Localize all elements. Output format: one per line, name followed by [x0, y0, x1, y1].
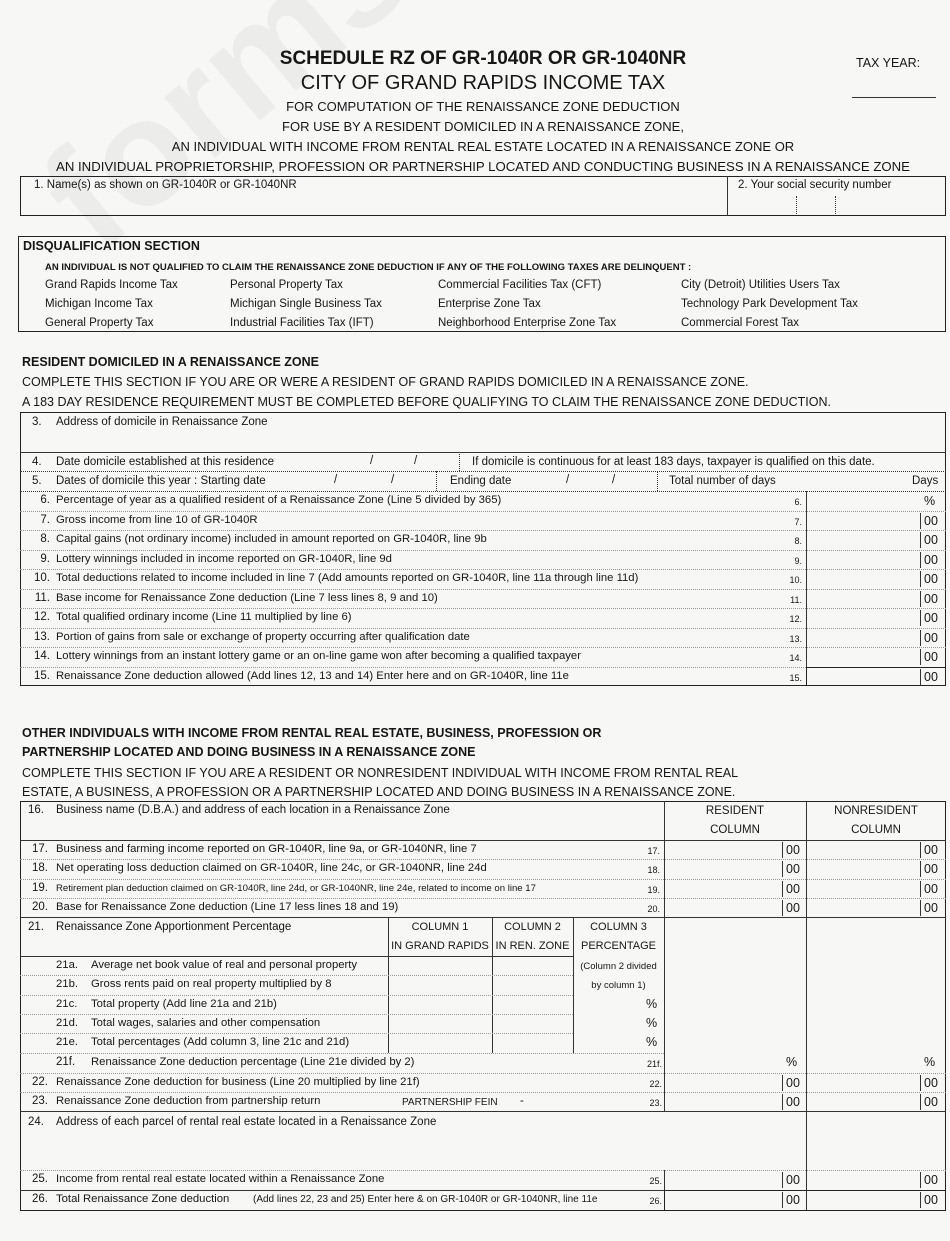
line-number: 19.: [32, 881, 48, 894]
date-slash: /: [612, 474, 616, 486]
cents-divider: [920, 842, 921, 858]
line-label: Base for Renaissance Zone deduction (Line 17 less lines 18 and 19): [56, 900, 399, 913]
nonresident-column-header: NONRESIDENT: [834, 805, 918, 817]
amount-cents: 00: [924, 533, 938, 547]
amount-cents: 00: [924, 572, 938, 586]
col2-header: COLUMN 2: [504, 921, 561, 933]
column-2-input[interactable]: [494, 995, 571, 1014]
column-2-input[interactable]: [494, 956, 571, 975]
row-divider: [20, 995, 573, 996]
resident-instruction-2: A 183 DAY RESIDENCE REQUIREMENT MUST BE COMPLETED BEFORE QUALIFYING TO CLAIM THE RENAISSANCE ZONE DEDUCTION.: [22, 395, 831, 409]
line-3-number: 3.: [32, 416, 42, 428]
resident-amount-input[interactable]: [666, 898, 778, 917]
nonresident-cents: 00: [924, 1173, 938, 1187]
line-number: 11.: [34, 591, 50, 604]
column-3-input[interactable]: [575, 995, 645, 1014]
percent-sign: %: [646, 1015, 658, 1030]
nonresident-amount-input[interactable]: [808, 1170, 918, 1189]
disq-tax: Commercial Facilities Tax (CFT): [438, 279, 602, 291]
date-slash: /: [334, 474, 338, 486]
cents-divider: [920, 532, 921, 548]
nonresident-amount-input[interactable]: [808, 879, 918, 898]
date-slash: /: [370, 455, 374, 467]
resident-column-header: RESIDENT: [705, 805, 765, 817]
cents-divider: [782, 842, 783, 858]
line-number: 15.: [34, 669, 50, 682]
line-label-note: (Add lines 22, 23 and 25) Enter here & on GR-1040R or GR-1040NR, line 11e: [253, 1194, 598, 1205]
cents-divider: [920, 1075, 921, 1091]
partnership-fein-input[interactable]: [512, 1093, 632, 1111]
date-slash: /: [566, 474, 570, 486]
disq-tax: Personal Property Tax: [230, 279, 343, 291]
line-number: 21f.: [56, 1056, 76, 1068]
disq-tax: Industrial Facilities Tax (IFT): [230, 317, 374, 329]
line-label: Renaissance Zone deduction for business (Line 20 multiplied by line 21f): [56, 1075, 420, 1088]
nonresident-percent: %: [924, 1055, 936, 1069]
subline-label: Total percentages (Add column 3, line 21c and 21d): [91, 1036, 350, 1049]
line-ref: 14.: [789, 653, 802, 663]
cents-divider: [920, 649, 921, 665]
line-ref: 11.: [790, 594, 802, 605]
column-1-input[interactable]: [390, 995, 490, 1014]
amount-cents: 00: [924, 513, 938, 528]
disq-tax: Michigan Single Business Tax: [230, 298, 382, 310]
subline-number: 21e.: [56, 1036, 78, 1049]
resident-amount-input[interactable]: [666, 1073, 778, 1092]
percent-sign: %: [646, 996, 658, 1011]
line-label: Retirement plan deduction claimed on GR-1040R, line 24d, or GR-1040NR, line 24e, related to income on line 17: [56, 882, 536, 894]
row-divider: [20, 1053, 664, 1054]
nonresident-col-left: [806, 801, 807, 1211]
disq-tax: City (Detroit) Utilities Users Tax: [681, 279, 840, 291]
nonresident-cents: 00: [924, 862, 938, 877]
nonresident-amount-input[interactable]: [808, 1073, 918, 1092]
amount-input[interactable]: [808, 569, 918, 588]
amount-cents: 00: [924, 552, 938, 567]
line-ref: 23.: [649, 1098, 662, 1108]
col3-right-border: [664, 917, 665, 1053]
line-number: 25.: [32, 1173, 48, 1185]
resident-percent: %: [786, 1055, 798, 1069]
nonresident-amount-input[interactable]: [808, 840, 918, 859]
line-ref: 12.: [789, 614, 802, 624]
nonresident-cents: 00: [924, 900, 938, 915]
line-number: 12.: [34, 611, 50, 623]
column-2-input[interactable]: [494, 1033, 571, 1052]
ssn-label: 2. Your social security number: [738, 179, 892, 191]
line-ref: 7.: [794, 516, 802, 527]
amount-cents: 00: [924, 591, 938, 606]
subline-number: 21c.: [56, 997, 78, 1010]
line-5-label: Dates of domicile this year : Starting date: [56, 475, 266, 487]
column-3-input[interactable]: [575, 1033, 645, 1052]
header-line-4: AN INDIVIDUAL PROPRIETORSHIP, PROFESSION OR PARTNERSHIP LOCATED AND CONDUCTING BUSINESS IN A RENAISSANCE ZONE: [56, 159, 910, 174]
column-2-input[interactable]: [494, 1014, 571, 1033]
line-21-label: Renaissance Zone Apportionment Percentage: [56, 921, 292, 933]
line-ref: 10.: [789, 575, 802, 585]
col2-header: IN REN. ZONE: [495, 940, 570, 952]
col3-note: (Column 2 divided: [580, 961, 657, 972]
line-4-number: 4.: [32, 456, 42, 468]
line-ref: 20.: [647, 903, 660, 914]
line-number: 13.: [34, 630, 50, 643]
nonresident-cents: 00: [924, 881, 938, 896]
total-days-input[interactable]: [806, 473, 906, 491]
line-label: Capital gains (not ordinary income) included in amount reported on GR-1040R, line 9b: [56, 533, 487, 545]
disq-tax: Michigan Income Tax: [45, 298, 153, 310]
column-1-input[interactable]: [390, 975, 490, 994]
business-name-input[interactable]: [22, 818, 662, 838]
resident-cents: 00: [786, 881, 800, 896]
line-label: Lottery winnings from an instant lottery game or an on-line game won after becoming a qualified taxpayer: [56, 650, 581, 662]
line-number: 14.: [34, 650, 50, 662]
cents-divider: [920, 1172, 921, 1188]
line-label: Net operating loss deduction claimed on GR-1040R, line 24c, or GR-1040NR, line 24d: [56, 862, 487, 875]
line-label: Total deductions related to income included in line 7 (Add amounts reported on GR-1040R, line 11a through line 11d): [56, 572, 639, 584]
nonresident-column-header: COLUMN: [851, 824, 901, 836]
nonresident-cents: 00: [924, 843, 938, 857]
subline-number: 21b.: [56, 978, 78, 991]
other-section-title-2: PARTNERSHIP LOCATED AND DOING BUSINESS IN A RENAISSANCE ZONE: [22, 745, 476, 759]
resident-cents: 00: [786, 1193, 800, 1207]
line-ref: 25.: [649, 1176, 662, 1186]
fein-dash: -: [520, 1095, 524, 1107]
resident-amount-input[interactable]: [666, 840, 778, 859]
col1-header: COLUMN 1: [411, 921, 469, 933]
disq-tax: Neighborhood Enterprise Zone Tax: [438, 317, 617, 329]
cents-divider: [920, 900, 921, 916]
resident-amount-input[interactable]: [666, 1170, 778, 1189]
total-days-label: Total number of days: [669, 475, 776, 487]
line-label: Total Renaissance Zone deduction: [56, 1193, 230, 1205]
row-divider: [20, 1092, 946, 1093]
col3-note: by column 1): [591, 980, 646, 991]
line-ref: 26.: [649, 1196, 662, 1206]
amount-input[interactable]: [808, 589, 918, 608]
divider: [459, 452, 460, 471]
cents-divider: [920, 610, 921, 626]
line-ref: 22.: [649, 1078, 662, 1089]
ending-date-input[interactable]: [520, 473, 650, 491]
divider: [20, 956, 573, 957]
line-ref: 13.: [789, 633, 802, 644]
resident-cents: 00: [786, 843, 800, 857]
header-line-2: FOR USE BY A RESIDENT DOMICILED IN A RENAISSANCE ZONE,: [282, 119, 684, 134]
line-ref: 18.: [647, 865, 660, 876]
resident-amount-input[interactable]: [666, 1053, 778, 1072]
nonresident-amount-input[interactable]: [808, 859, 918, 878]
line-number: 22.: [32, 1075, 48, 1088]
other-section-title-1: OTHER INDIVIDUALS WITH INCOME FROM RENTAL REAL ESTATE, BUSINESS, PROFESSION OR: [22, 726, 602, 740]
divider: [436, 471, 437, 491]
cents-divider: [920, 591, 921, 607]
cents-divider: [782, 881, 783, 897]
name-label: 1. Name(s) as shown on GR-1040R or GR-1040NR: [34, 179, 297, 191]
subline-label: Total wages, salaries and other compensation: [91, 1016, 321, 1029]
amount-cents: %: [924, 494, 936, 508]
domicile-established-date-input[interactable]: [330, 454, 450, 472]
line-16-label: Business name (D.B.A.) and address of each location in a Renaissance Zone: [56, 804, 450, 816]
col3-header: COLUMN 3: [590, 921, 647, 933]
form-subtitle: CITY OF GRAND RAPIDS INCOME TAX: [300, 72, 666, 94]
ssn-sep-1: [796, 196, 797, 214]
line-15-total-box: [806, 667, 946, 687]
amount-input[interactable]: [808, 491, 918, 510]
nonresident-cents: 00: [924, 1075, 938, 1090]
divider: [20, 917, 946, 918]
cents-divider: [920, 571, 921, 587]
column-1-input[interactable]: [390, 956, 490, 975]
domicile-address-input[interactable]: [22, 430, 942, 450]
line-number: 8.: [40, 533, 50, 545]
line-ref: 17.: [647, 846, 660, 856]
disq-tax: Technology Park Development Tax: [681, 298, 858, 310]
date-slash: /: [414, 455, 418, 467]
amount-input[interactable]: [808, 550, 918, 569]
other-instruction-1: COMPLETE THIS SECTION IF YOU ARE A RESIDENT OR NONRESIDENT INDIVIDUAL WITH INCOME FROM RENTAL REAL: [22, 766, 739, 780]
disq-tax: Enterprise Zone Tax: [438, 298, 541, 310]
cents-divider: [920, 1094, 921, 1110]
line-label: Gross income from line 10 of GR-1040R: [56, 513, 258, 526]
subline-number: 21a.: [56, 959, 78, 971]
line-21-number: 21.: [28, 921, 44, 933]
amount-input[interactable]: [808, 628, 918, 647]
resident-column-header: COLUMN: [710, 824, 760, 836]
resident-col-left: [664, 1053, 665, 1111]
column-3-input[interactable]: [575, 1014, 645, 1033]
line-label: Renaissance Zone deduction allowed (Add lines 12, 13 and 14) Enter here and on GR-1040R, line 11e: [56, 669, 569, 682]
cents-divider: [782, 1094, 783, 1110]
resident-cents: 00: [786, 862, 800, 877]
cents-divider: [782, 1075, 783, 1091]
rental-parcels-input[interactable]: [22, 1132, 802, 1168]
cents-divider: [782, 861, 783, 877]
line-label: Lottery winnings included in income reported on GR-1040R, line 9d: [56, 552, 392, 565]
line-label: Renaissance Zone deduction from partnership return: [56, 1095, 321, 1107]
line-24-number: 24.: [28, 1116, 44, 1128]
cents-divider: [920, 630, 921, 646]
partnership-fein-label: PARTNERSHIP FEIN: [402, 1097, 498, 1108]
line-number: 26.: [32, 1193, 48, 1205]
line-label: Total qualified ordinary income (Line 11 multiplied by line 6): [56, 611, 352, 623]
line-ref: 6.: [794, 497, 802, 507]
line-24-label: Address of each parcel of rental real estate located in a Renaissance Zone: [56, 1116, 437, 1128]
column-1-input[interactable]: [390, 1014, 490, 1033]
amount-cents: 00: [924, 611, 938, 625]
disq-tax: Grand Rapids Income Tax: [45, 279, 178, 291]
ending-date-label: Ending date: [450, 475, 512, 487]
line-label: Income from rental real estate located within a Renaissance Zone: [56, 1173, 385, 1185]
line-number: 23.: [32, 1095, 48, 1107]
cents-divider: [782, 1172, 783, 1188]
disq-notice: AN INDIVIDUAL IS NOT QUALIFIED TO CLAIM THE RENAISSANCE ZONE DEDUCTION IF ANY OF THE FOLLOWING TAXES ARE DELINQUENT :: [45, 262, 692, 273]
amount-cents: 00: [924, 630, 938, 645]
column-2-input[interactable]: [494, 975, 571, 994]
other-instruction-2: ESTATE, A BUSINESS, A PROFESSION OR A PARTNERSHIP LOCATED AND DOING BUSINESS IN A RENAISSANCE ZONE.: [22, 785, 736, 799]
resident-cents: 00: [786, 1095, 800, 1109]
line-ref: 9.: [794, 555, 802, 566]
resident-amount-input[interactable]: [666, 1092, 778, 1111]
date-slash: /: [391, 474, 395, 486]
header-line-3: AN INDIVIDUAL WITH INCOME FROM RENTAL REAL ESTATE LOCATED IN A RENAISSANCE ZONE OR: [171, 139, 795, 154]
subline-label: Average net book value of real and personal property: [91, 959, 358, 971]
subline-label: Gross rents paid on real property multiplied by 8: [91, 978, 332, 991]
divider: [20, 471, 946, 472]
row-divider: [20, 1033, 573, 1034]
line-3-label: Address of domicile in Renaissance Zone: [56, 416, 268, 428]
amount-input[interactable]: [808, 647, 918, 666]
resident-cents: 00: [786, 1075, 800, 1090]
row-divider: [20, 1073, 946, 1074]
resident-instruction-1: COMPLETE THIS SECTION IF YOU ARE OR WERE A RESIDENT OF GRAND RAPIDS DOMICILED IN A RENAISSANCE ZONE.: [22, 375, 749, 389]
percent-sign: %: [646, 1035, 658, 1050]
line-5-number: 5.: [32, 475, 42, 487]
amount-cents: 00: [924, 669, 938, 684]
row-divider: [20, 1014, 573, 1015]
column-1-input[interactable]: [390, 1033, 490, 1052]
line-number: 20.: [32, 900, 48, 913]
name-ssn-divider: [727, 176, 728, 216]
line-4-note: If domicile is continuous for at least 183 days, taxpayer is qualified on this date.: [472, 456, 875, 468]
resident-amount-input[interactable]: [666, 859, 778, 878]
nonresident-cents: 00: [924, 1095, 938, 1109]
cents-divider: [782, 900, 783, 916]
line-ref: 19.: [647, 884, 660, 895]
header-line-1: FOR COMPUTATION OF THE RENAISSANCE ZONE DEDUCTION: [286, 99, 680, 114]
disq-title: DISQUALIFICATION SECTION: [23, 239, 200, 253]
subline-label: Total property (Add line 21a and 21b): [91, 997, 277, 1010]
nonresident-amount-input[interactable]: [808, 1092, 918, 1111]
line-number: 7.: [40, 513, 50, 526]
nonresident-cents: 00: [924, 1193, 938, 1207]
resident-cents: 00: [786, 1173, 800, 1187]
disq-tax: Commercial Forest Tax: [681, 317, 800, 329]
line-label: Portion of gains from sale or exchange of property occurring after qualification date: [56, 630, 470, 643]
amount-input[interactable]: [808, 511, 918, 530]
name-input[interactable]: [22, 194, 722, 214]
line-number: 9.: [40, 552, 50, 565]
line-ref: 8.: [794, 536, 802, 546]
days-unit: Days: [912, 475, 939, 487]
tax-year-label: TAX YEAR:: [856, 56, 921, 70]
form-title: SCHEDULE RZ OF GR-1040R OR GR-1040NR: [279, 48, 687, 69]
nonresident-amount-input[interactable]: [808, 898, 918, 917]
line-label: Business and farming income reported on GR-1040R, line 9a, or GR-1040NR, line 7: [56, 843, 477, 855]
row-divider: [20, 1170, 946, 1171]
row-divider: [20, 975, 573, 976]
cents-divider: [920, 552, 921, 568]
line-number: 17.: [32, 843, 48, 855]
line-16-number: 16.: [28, 804, 44, 816]
col1-header: IN GRAND RAPIDS: [391, 940, 489, 952]
ssn-sep-2: [835, 196, 836, 214]
resident-section-title: RESIDENT DOMICILED IN A RENAISSANCE ZONE: [22, 355, 320, 369]
divider: [20, 452, 946, 453]
starting-date-input[interactable]: [300, 473, 430, 491]
subline-number: 21d.: [56, 1016, 78, 1029]
line-ref: 21f.: [646, 1059, 662, 1069]
divider: [20, 1111, 946, 1112]
cents-divider: [920, 861, 921, 877]
disq-tax: General Property Tax: [45, 317, 154, 329]
line-label: Percentage of year as a qualified resident of a Renaissance Zone (Line 5 divided by 365): [56, 494, 502, 506]
line-label: Base income for Renaissance Zone deduction (Line 7 less lines 8, 9 and 10): [56, 591, 438, 604]
resident-amount-input[interactable]: [666, 879, 778, 898]
amount-cents: 00: [924, 650, 938, 664]
line-ref: 15.: [789, 672, 802, 683]
divider: [657, 471, 658, 491]
amount-input[interactable]: [808, 530, 918, 549]
cents-divider: [920, 513, 921, 529]
line-number: 10.: [34, 572, 50, 584]
amount-input[interactable]: [808, 608, 918, 627]
line-4-label: Date domicile established at this residence: [56, 456, 274, 468]
line-number: 18.: [32, 862, 48, 875]
resident-cents: 00: [786, 900, 800, 915]
line-label: Renaissance Zone deduction percentage (Line 21e divided by 2): [91, 1056, 415, 1068]
line-26-total-box: [664, 1190, 946, 1211]
ssn-input[interactable]: [730, 194, 944, 214]
nonresident-amount-input[interactable]: [808, 1053, 918, 1072]
col3-header: PERCENTAGE: [581, 940, 656, 952]
line-number: 6.: [40, 494, 50, 506]
tax-year-field[interactable]: [852, 97, 936, 98]
cents-divider: [920, 881, 921, 897]
